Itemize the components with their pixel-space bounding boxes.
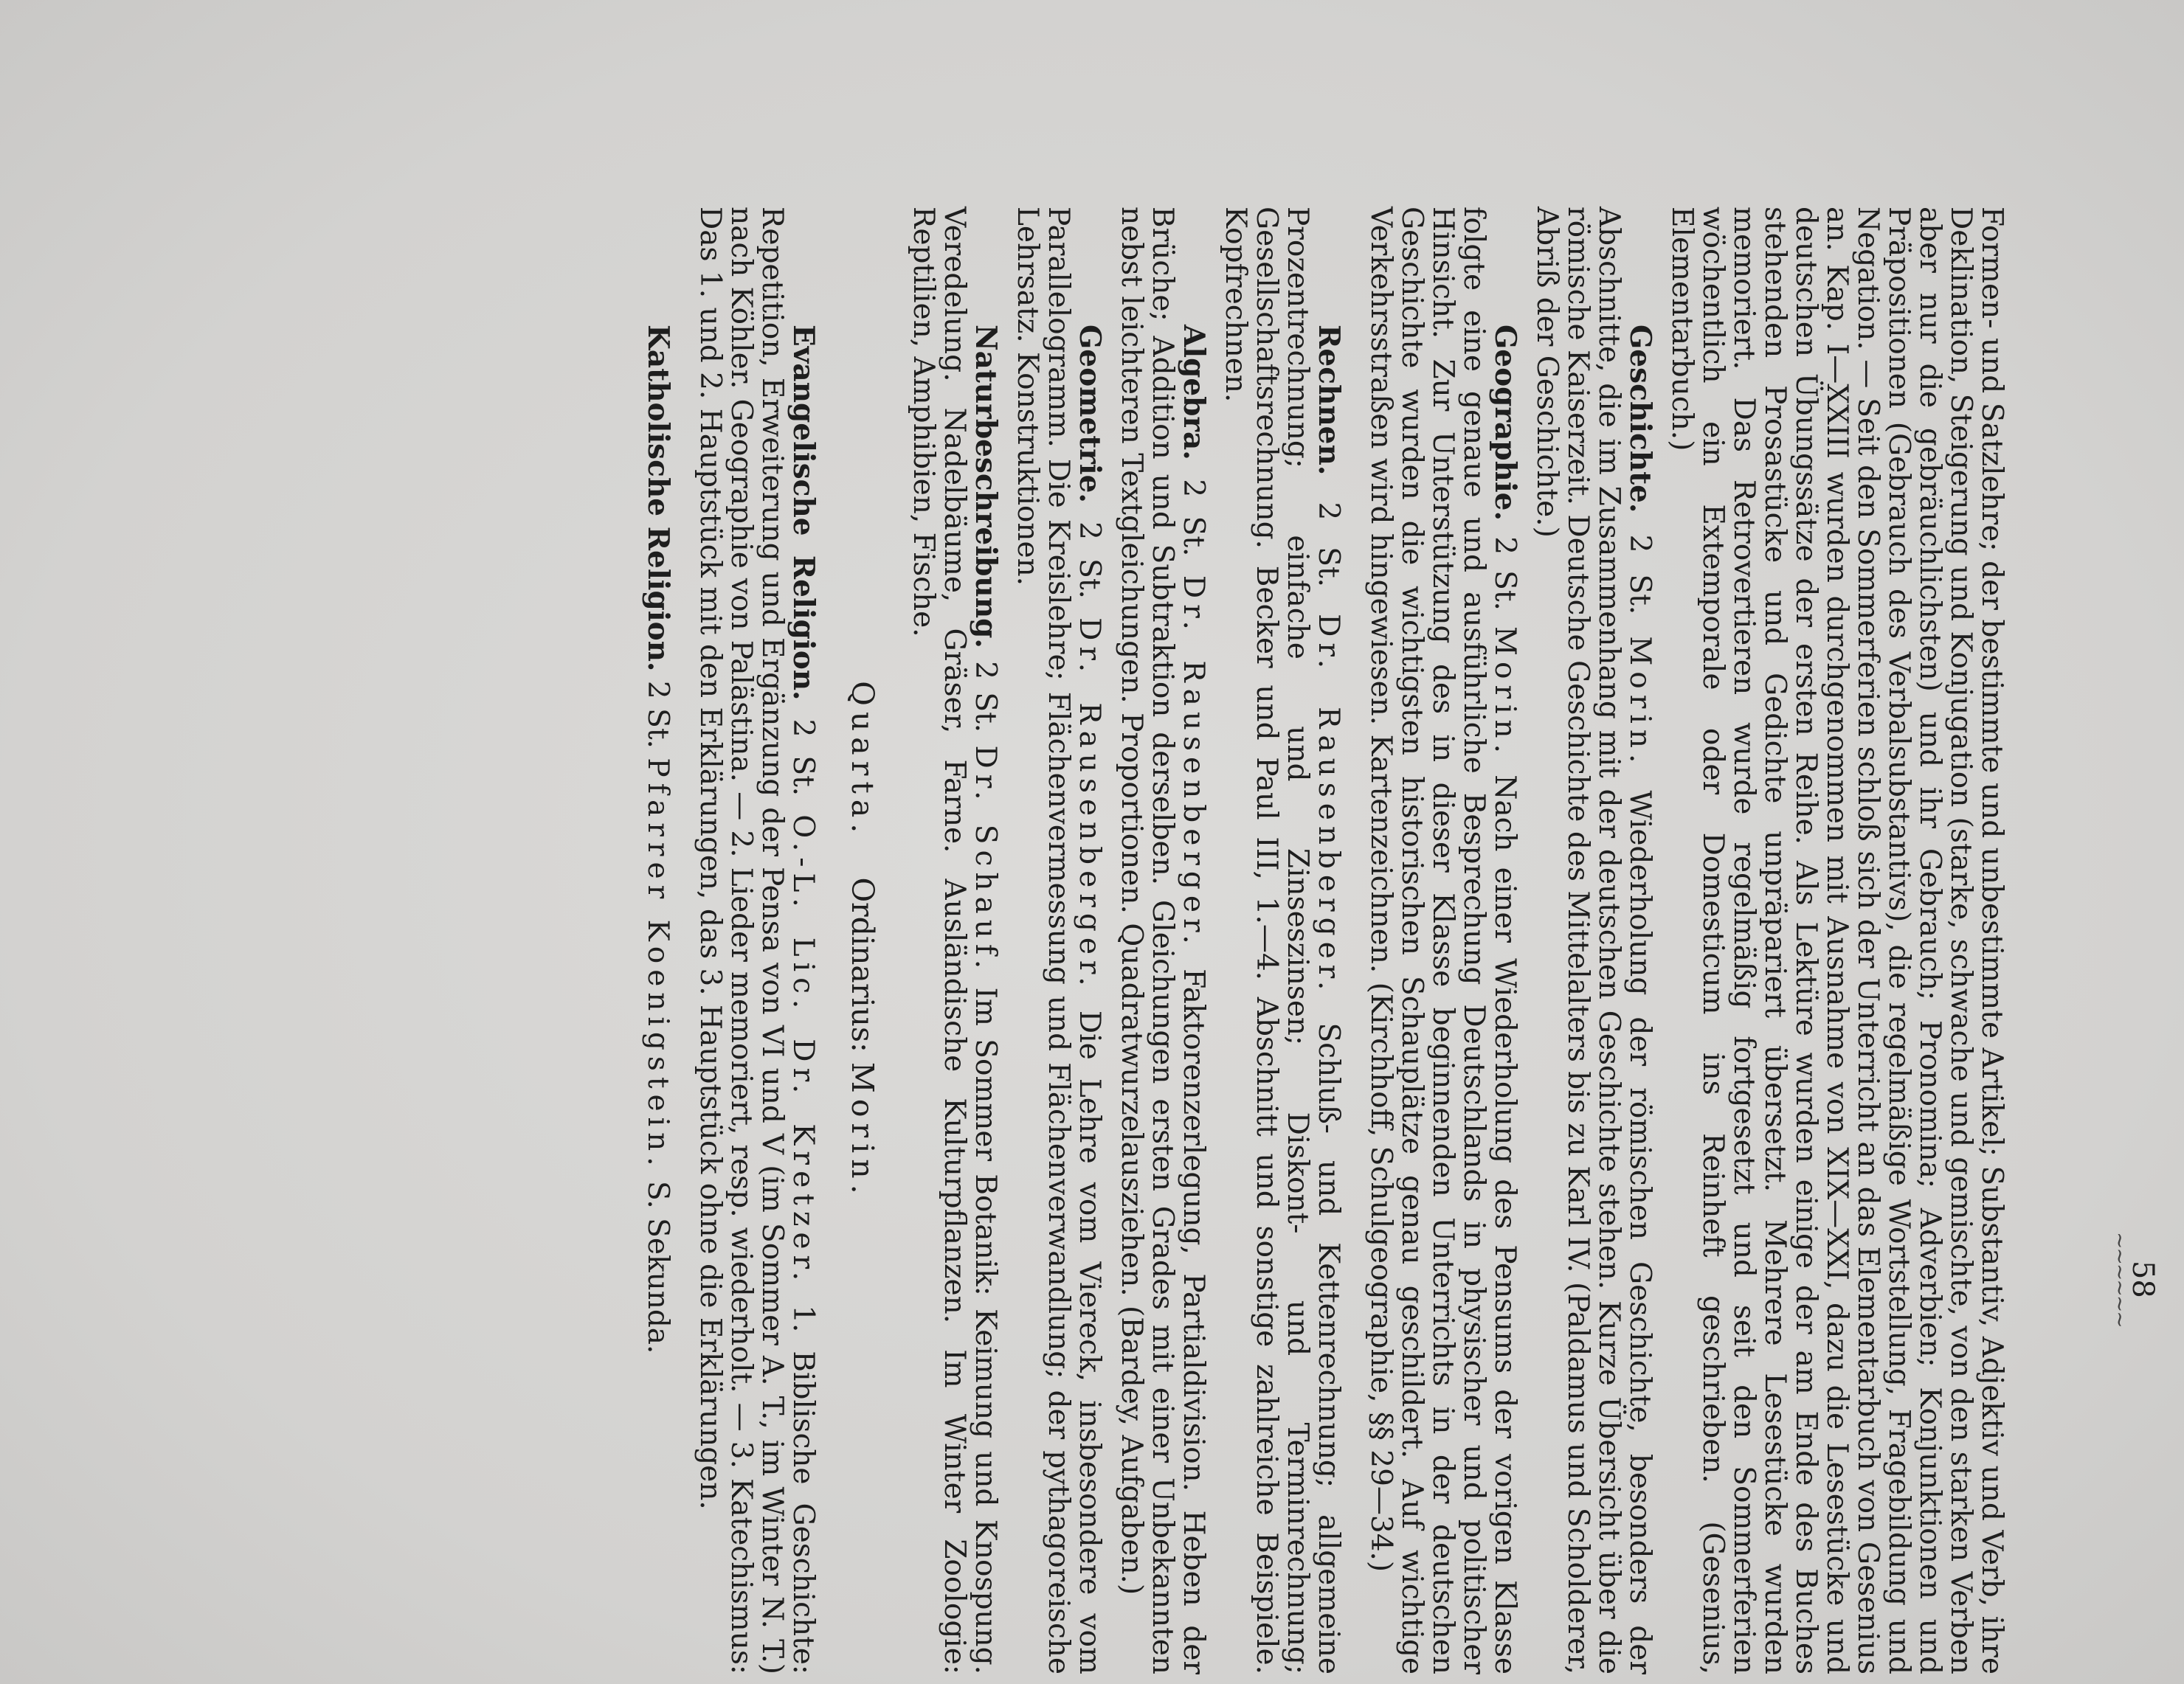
kath-religion-teacher: Pfarrer Koenigstein. xyxy=(641,758,674,1172)
algebra-heading: Algebra. xyxy=(1177,325,1211,460)
ev-religion-teacher: O.-L. Lic. Dr. Kretzer. xyxy=(787,814,820,1287)
kath-religion-heading: Katholische Religion. xyxy=(641,325,675,672)
kath-religion-hours: 2 St. xyxy=(641,680,674,749)
geographie-text: Nach einer Wiederholung des Pensums der vorigen Klasse folgte eine genaue und ausführliche Besprechung Deutschlands in physischer und politischer Hinsicht. Zur Unterstützung des in dieser Klasse beginnenden Unterrichts in der deutschen Geschichte wurden die wichtigsten historischen Schauplätze genau geschildert. Auf wichtige Verkehrsstraßen wird hingewiesen. Kartenzeichnen. (Kirchhoff, Schulgeographie, §§ 29—34.) xyxy=(1364,207,1521,1674)
algebra-section xyxy=(1116,207,1209,1674)
algebra-text: Faktorenzerlegung, Partialdivision. Heben der Brüche; Addition und Subtraktion derselben. Gleichungen ersten Grades mit einer Unbekannten nebst leichteren Textgleichungen. Proportionen. Quadratwurzelausziehen. (Bardey, Aufgaben.) xyxy=(1115,207,1210,1674)
page-number xyxy=(2108,1232,2160,1327)
geschichte-section xyxy=(1531,207,1656,1674)
geschichte-hours: 2 St. xyxy=(1623,534,1656,615)
rechnen-section xyxy=(1220,207,1344,1674)
ev-religion-section xyxy=(694,207,819,1674)
kath-religion-section xyxy=(642,207,674,1674)
rechnen-hours: 2 St. xyxy=(1312,502,1345,588)
ev-religion-heading: Evangelische Religion. xyxy=(787,325,820,701)
geometrie-text: Die Lehre vom Viereck, insbesondere vom Parallelogramm. Die Kreislehre; Flächenvermessung und Flächenverwandlung; der pythagoreische Lehrsatz. Konstruktionen. xyxy=(1011,207,1106,1675)
naturbeschreibung-hours: 2 St. xyxy=(969,661,1002,733)
class-name: Quarta. xyxy=(845,681,880,839)
geographie-section xyxy=(1365,207,1521,1674)
geschichte-heading: Geschichte. xyxy=(1623,325,1657,513)
geometrie-hours: 2 St. xyxy=(1073,522,1106,599)
algebra-hours: 2 St. xyxy=(1177,479,1210,557)
naturbeschreibung-section xyxy=(908,207,1001,1674)
geographie-teacher: Morin. xyxy=(1488,626,1521,760)
class-heading xyxy=(847,207,878,1674)
algebra-teacher: Dr. Rausenberger. xyxy=(1177,575,1210,950)
geschichte-teacher: Morin. xyxy=(1623,636,1656,769)
rechnen-teacher: Dr. Rausenberger. xyxy=(1312,614,1345,997)
ordinarius-label: Ordinarius: xyxy=(845,877,880,1053)
page-number-text: 58 xyxy=(2126,1260,2160,1298)
ev-religion-hours: 2 St. xyxy=(787,718,820,797)
geographie-heading: Geographie. xyxy=(1488,325,1522,522)
naturbeschreibung-teacher: Dr. Schauf. xyxy=(969,745,1002,975)
geometrie-section xyxy=(1012,207,1105,1674)
ordinarius-name: Morin. xyxy=(845,1061,880,1200)
kath-religion-text: S. Sekunda. xyxy=(641,1181,674,1354)
naturbeschreibung-heading: Naturbeschreibung. xyxy=(969,325,1003,648)
rechnen-text: Schluß- und Kettenrechnung; allgemeine Prozentrechnung; einfache und Zinseszinsen; Diskont- und Terminrechnung; Gesellschaftsrechnung. Becker und Paul III, 1.—4. Abschnitt und sonstige zahlreiche Beispiele. Kopfrechnen. xyxy=(1219,207,1345,1674)
geschichte-text: Wiederholung der römischen Geschichte, besonders der Abschnitte, die im Zusammenhang mit der deutschen Geschichte stehen. Kurze Übersicht über die römische Kaiserzeit. Deutsche Geschichte des Mittelalters bis zu Karl IV. (Paldamus und Scholderer, Abriß der Geschichte.) xyxy=(1530,207,1656,1674)
rotated-document-page xyxy=(207,207,2160,1675)
naturbeschreibung-text: Im Sommer Botanik: Keimung und Knospung. Veredelung. Nadelbäume, Gräser, Farne. Ausländische Kulturpflanzen. Im Winter Zoologie: Reptilien, Amphibien, Fische. xyxy=(907,207,1002,1675)
intro-paragraph: Formen- und Satzlehre; der bestimmte und unbestimmte Artikel; Substantiv, Adjektiv und Verb, ihre Deklination, Steigerung und Konjugation (starke, schwache und gemischte, von den starken Verben aber nur die gebräuchlichsten) und ihr Gebrauch; Pronomina; Adverbien; Konjunktionen und Präpositionen (Gebrauch des Verbalsubstantivs), die regelmäßige Wortstellung, Fragebildung und Negation. — Seit den Sommerferien schloß sich der Unterricht an das Elementarbuch von Gesenius an. Kap. I—XXIII wurden durchgenommen mit Ausnahme von XIX—XXI, dazu die Lesestücke und deutschen Übungssätze der ersten Reihe. Als Lektüre wurden einige der am Ende des Buches stehenden Prosastücke und Gedichte unpräpariert übersetzt. Mehrere Lesestücke wurden memoriert. Das Retrovertieren wurde regelmäßig fortgesetzt und seit den Sommerferien wöchentlich ein Extemporale oder Domesticum ins Reinheft geschrieben. (Gesenius, Elementarbuch.) xyxy=(1665,207,2008,1674)
rechnen-heading: Rechnen. xyxy=(1312,325,1346,476)
ev-religion-text: 1. Biblische Geschichte: Repetition, Erweiterung und Ergänzung der Pensa von VI und V (im Sommer A. T., im Winter N. T.) nach Köhler. Geographie von Palästina. — 2. Lieder memoriert, resp. wiederholt. — 3. Katechismus: Das 1. und 2. Hauptstück mit den Erklärungen, das 3. Hauptstück ohne die Erklärungen. xyxy=(694,207,820,1674)
geographie-hours: 2 St. xyxy=(1488,536,1521,611)
page-number-decoration: ~~~~~~ xyxy=(2108,1232,2132,1327)
geometrie-heading: Geometrie. xyxy=(1073,325,1107,503)
geometrie-teacher: Dr. Rausenberger. xyxy=(1073,617,1106,992)
